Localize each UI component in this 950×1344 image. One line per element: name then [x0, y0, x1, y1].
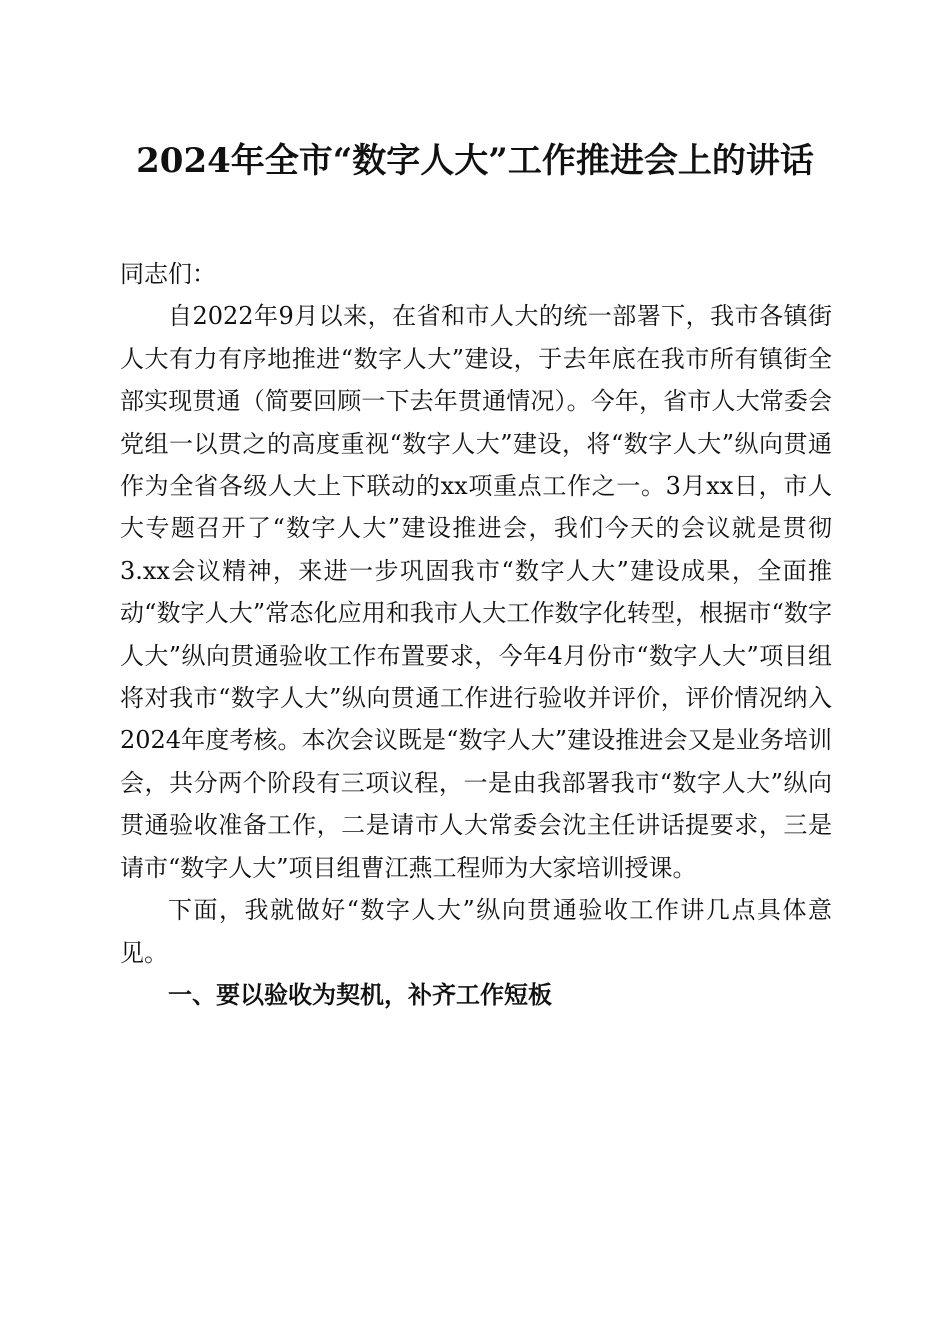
document-title: 2024年全市“数字人大”工作推进会上的讲话: [136, 141, 814, 181]
document-body: [120, 253, 832, 1016]
paragraph-2: 下面，我就做好“数字人大”纵向贯通验收工作讲几点具体意见。: [120, 896, 832, 967]
section-heading-1: 一、要以验收为契机，补齐工作短板: [168, 980, 552, 1009]
salutation: 同志们：: [120, 260, 216, 288]
paragraph-1: 自2022年9月以来，在省和市人大的统一部署下，我市各镇街人大有力有序地推进“数字人大”建设，于去年底在我市所有镇街全部实现贯通（简要回顾一下去年贯通情况）。今年，省市人大常委会党组一以贯之的高度重视“数字人大”建设，将“数字人大”纵向贯通作为全省各级人大上下联动的xx项重点工作之一。3月xx日，市人大专题召开了“数字人大”建设推进会，我们今天的会议就是贯彻3.xx会议精神，来进一步巩固我市“数字人大”建设成果，全面推动“数字人大”常态化应用和我市人大工作数字化转型，根据市“数字人大”纵向贯通验收工作布置要求，今年4月份市“数字人大”项目组将对我市“数字人大”纵向贯通工作进行验收并评价，评价情况纳入2024年度考核。本次会议既是“数字人大”建设推进会又是业务培训会，共分两个阶段有三项议程，一是由我部署我市“数字人大”纵向贯通验收准备工作，二是请市人大常委会沈主任讲话提要求，三是请市“数字人大”项目组曹江燕工程师为大家培训授课。: [120, 302, 832, 882]
